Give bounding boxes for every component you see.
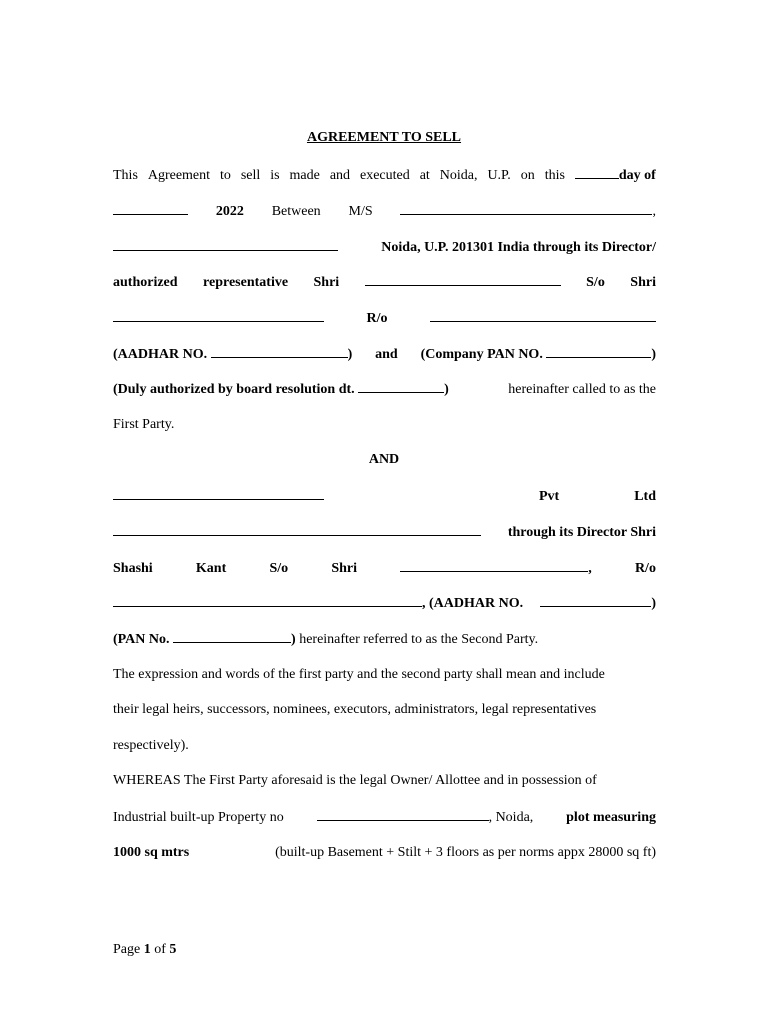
text: of [154,942,166,957]
text: (PAN No. [113,632,170,647]
blank-line [430,309,656,322]
intro-line-8 [113,416,656,434]
text: representative [203,275,289,290]
text: through its Director Shri [507,525,656,540]
intro-line-3 [113,238,656,257]
text: plot measuring [566,810,656,825]
text: , Noida, [488,810,534,825]
para-2-line-3 [113,844,656,862]
text: Shri [630,275,656,290]
text: First Party. [113,417,175,432]
text: Pvt [538,489,560,504]
text: ) [444,382,449,397]
text: sell [240,168,261,183]
text: The expression and words of the first party and the second party shall mean and include [113,667,605,682]
text: Ltd [634,489,656,504]
intro-line-7 [113,380,656,399]
text: R/o [366,311,388,326]
text: this [544,168,565,183]
second-party-line-1 [113,487,656,506]
para-1-line-1 [113,666,656,684]
blank-line [400,559,588,572]
document-title: AGREEMENT TO SELL [306,130,462,145]
text: Kant [195,561,227,576]
text: Noida, U.P. 201301 India through its Director/ [381,240,656,255]
text: , [652,204,656,219]
intro-line-1 [113,166,656,185]
blank-line [113,594,422,607]
text: R/o [634,561,656,576]
text: authorized [113,275,178,290]
blank-line [113,238,338,251]
para-2-line-2 [113,808,656,827]
second-party-line-5 [113,630,656,649]
day-blank-group [575,166,656,185]
blank-line [113,487,324,500]
intro-line-4 [113,273,656,292]
blank-line [113,202,188,215]
text: their legal heirs, successors, nominees, executors, administrators, legal representatives [113,702,597,717]
and-heading: AND [368,452,400,467]
blank-line [358,380,444,393]
blank-line [400,202,652,215]
text: Noida, [439,168,478,183]
text: respectively). [113,738,189,753]
blank-line [113,523,481,536]
text: ) [347,347,353,362]
blank-line [317,808,489,821]
blank-line [113,309,324,322]
text: U.P. [487,168,511,183]
page-footer [113,942,176,958]
text: S/o [586,275,605,290]
text: Between [271,204,321,219]
text: Agreement [147,168,211,183]
intro-line-5 [113,309,656,328]
text: executed [360,168,410,183]
blank-line [211,345,348,358]
blank-line [365,273,561,286]
text: on [520,168,535,183]
text: , [588,561,592,576]
text: and [375,347,398,362]
text: (Company PAN NO. [420,347,543,362]
text: ) [651,347,656,362]
page-total: 5 [169,942,177,957]
page-number: 1 [143,942,151,957]
text: This [113,168,138,183]
intro-line-6 [113,345,656,364]
intro-line-2 [113,202,656,221]
blank-line [173,630,291,643]
para-1-line-2 [113,701,656,719]
text: ) [291,632,296,647]
text: , (AADHAR NO. [422,596,524,611]
text: Page [113,942,141,957]
blank-line [546,345,651,358]
second-party-line-4 [113,594,656,613]
blank-line [575,166,619,179]
text: to [220,168,231,183]
year: 2022 [215,204,244,219]
text: Shri [313,275,340,290]
text: (Duly authorized by board resolution dt. [113,382,355,397]
para-1-line-3 [113,737,656,755]
text: (built-up Basement + Stilt + 3 floors as per norms appx 28000 sq ft) [275,845,656,860]
text: S/o [269,561,289,576]
second-party-line-2 [113,523,656,542]
text: ) [651,596,656,611]
second-party-line-3 [113,559,656,578]
text: hereinafter called to as the [508,382,656,397]
text: and [329,168,351,183]
text: hereinafter referred to as the Second Party. [299,632,539,647]
text: made [289,168,320,183]
para-2-line-1 [113,772,656,790]
text: WHEREAS The First Party aforesaid is the legal Owner/ Allottee and in possession of [113,773,597,788]
text: day of [618,168,656,183]
text: is [270,168,280,183]
text: Industrial built-up Property no [113,810,284,825]
text: Shashi [113,561,153,576]
text: 1000 sq mtrs [113,845,190,860]
text: (AADHAR NO. [113,347,208,362]
text: M/S [348,204,373,219]
blank-line [540,594,651,607]
text: Shri [331,561,358,576]
text: at [419,168,430,183]
